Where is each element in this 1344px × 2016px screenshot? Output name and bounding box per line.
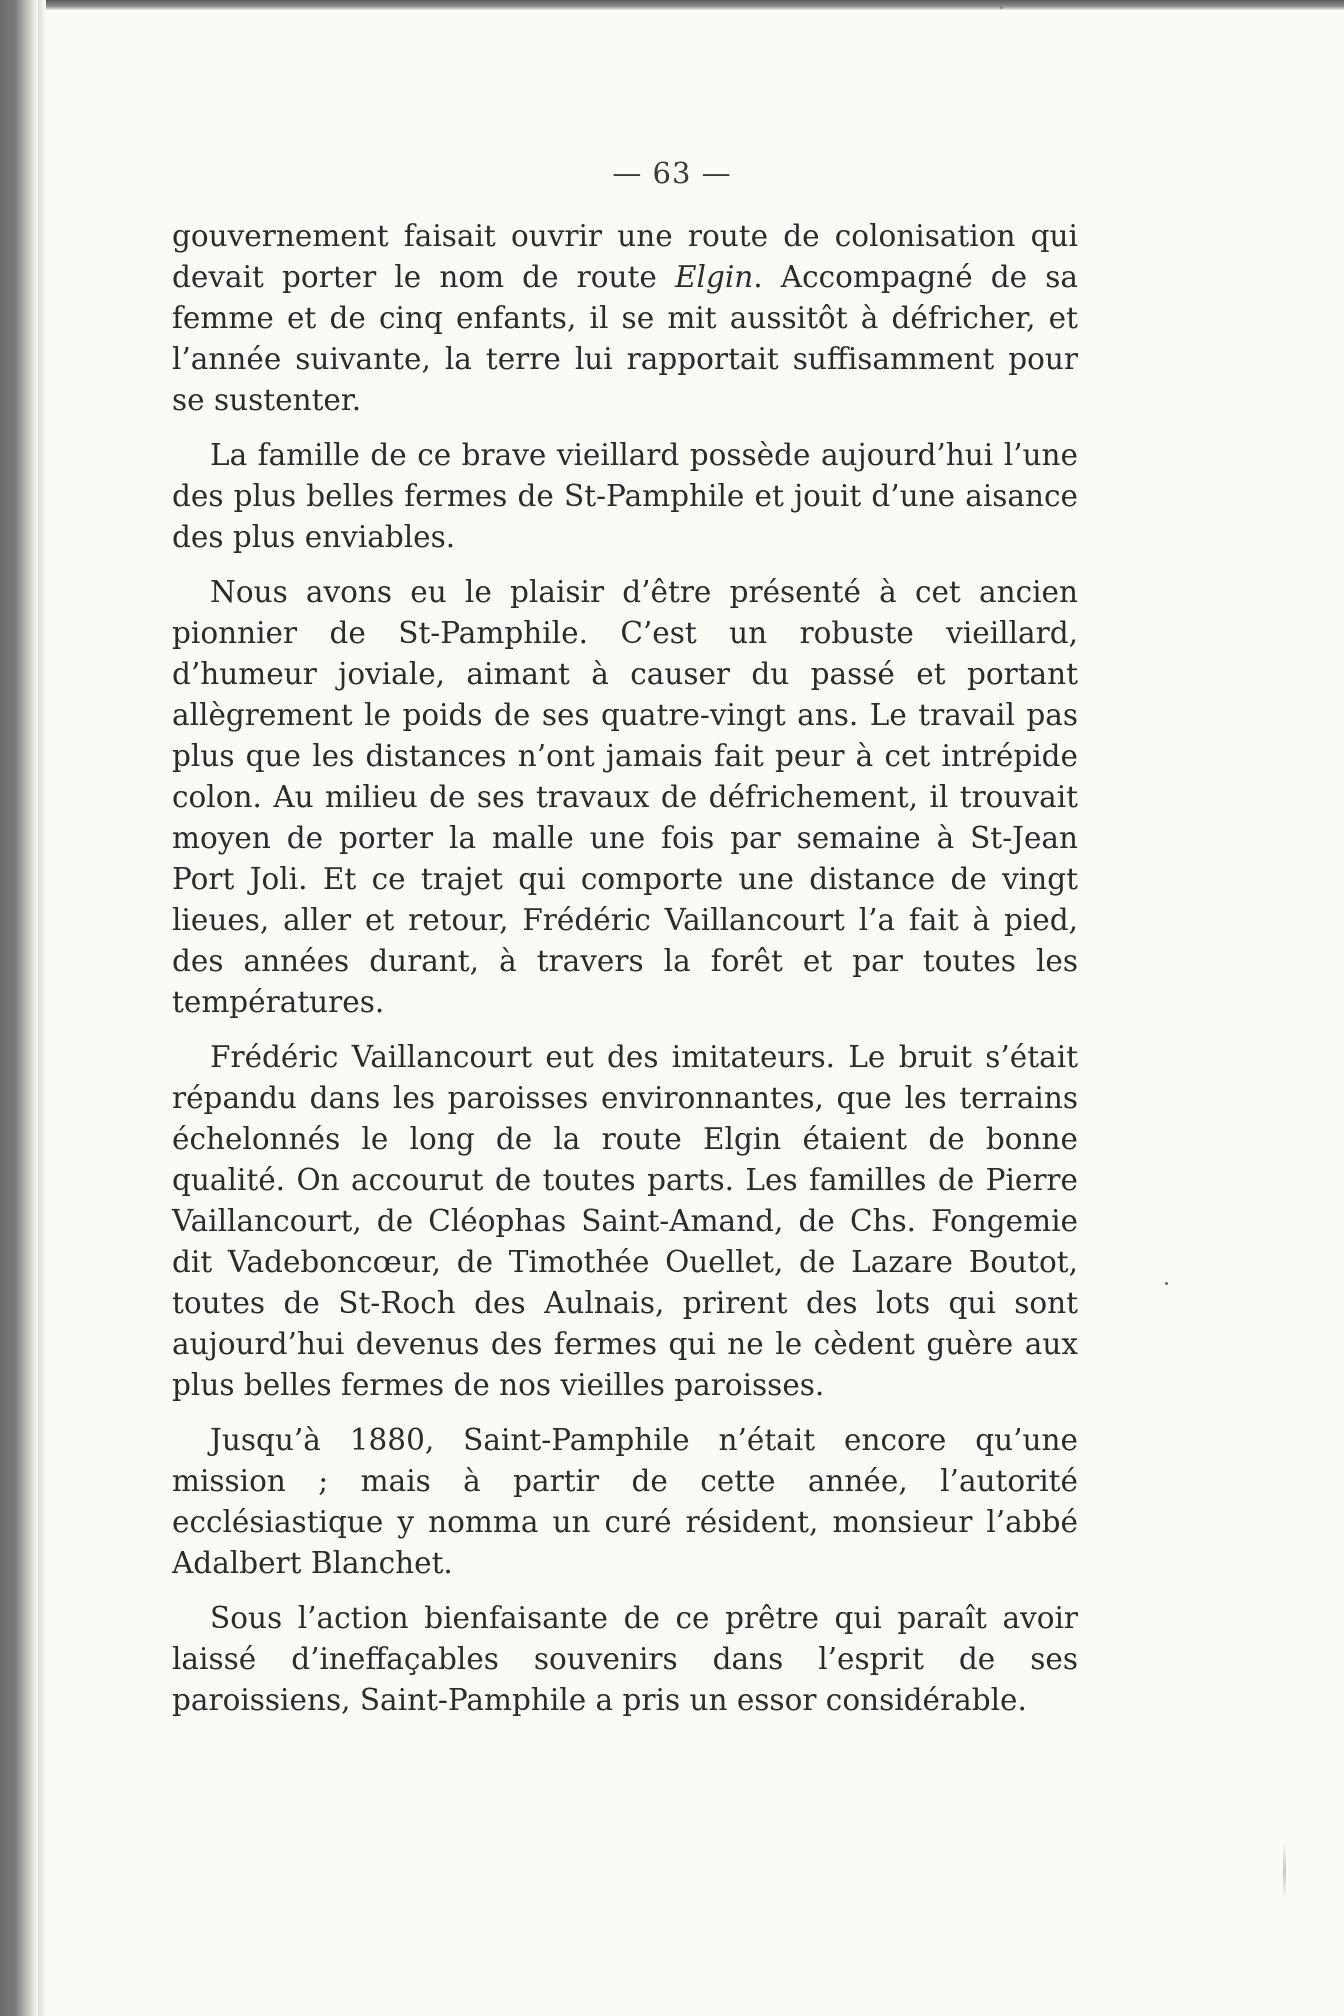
scan-speck [1000,6,1003,9]
scan-top-border [0,0,1344,10]
paragraph-2: La famille de ce brave vieillard possède aujourd’hui l’une des plus belles fermes de St-Pamphile et jouit d’une aisance des plus enviables. [172,438,1078,554]
paragraph-3: Nous avons eu le plaisir d’être présenté à cet ancien pionnier de St-Pamphile. C’est un robuste vieillard, d’humeur joviale, aimant à causer du passé et portant allègrement le poids de ses quatre-vingt ans. Le travail pas plus que les distances n’ont jamais fait peur à cet intrépide colon. Au milieu de ses travaux de défrichement, il trouvait moyen de porter la malle une fois par semaine à St-Jean Port Joli. Et ce trajet qui comporte une distance de vingt lieues, aller et retour, Frédéric Vaillancourt l’a fait à pied, des années durant, à travers la forêt et par toutes les températures. [172,575,1078,1019]
scan-gutter-shadow [38,0,46,2016]
scan-speck [1165,1282,1168,1285]
scan-binding-edge [0,0,38,2016]
page-number: — 63 — [612,156,732,190]
paragraph-1-text-end: . Accompagné de sa femme et de cinq enfants, il se mit aussitôt à défricher, et l’année suivante, la terre lui rapportait suffisamment pour se sustenter. [172,260,1078,417]
paragraph-5: Jusqu’à 1880, Saint-Pamphile n’était encore qu’une mission ; mais à partir de cette année, l’autorité ecclésiastique y nomma un curé résident, monsieur l’abbé Adalbert Blanchet. [172,1423,1078,1580]
paragraph-1 [172,216,1078,421]
paragraph-1-text-start: gouvernement faisait ouvrir une route de colonisation qui devait porter le nom de route [172,219,1078,294]
paragraph-1-italic-road-name: Elgin [674,260,754,294]
scan-paper-mark [1283,1842,1286,1900]
paragraph-4: Frédéric Vaillancourt eut des imitateurs. Le bruit s’était répandu dans les paroisses environnantes, que les terrains échelonnés le long de la route Elgin étaient de bonne qualité. On accourut de toutes parts. Les familles de Pierre Vaillancourt, de Cléophas Saint-Amand, de Chs. Fongemie dit Vadeboncœur, de Timothée Ouellet, de Lazare Boutot, toutes de St-Roch des Aulnais, prirent des lots qui sont aujourd’hui devenus des fermes qui ne le cèdent guère aux plus belles fermes de nos vieilles paroisses. [172,1040,1078,1402]
page-body [172,216,1078,1735]
paragraph-6: Sous l’action bienfaisante de ce prêtre qui paraît avoir laissé d’ineffaçables souvenirs dans l’esprit de ses paroissiens, Saint-Pamphile a pris un essor considérable. [172,1601,1078,1717]
